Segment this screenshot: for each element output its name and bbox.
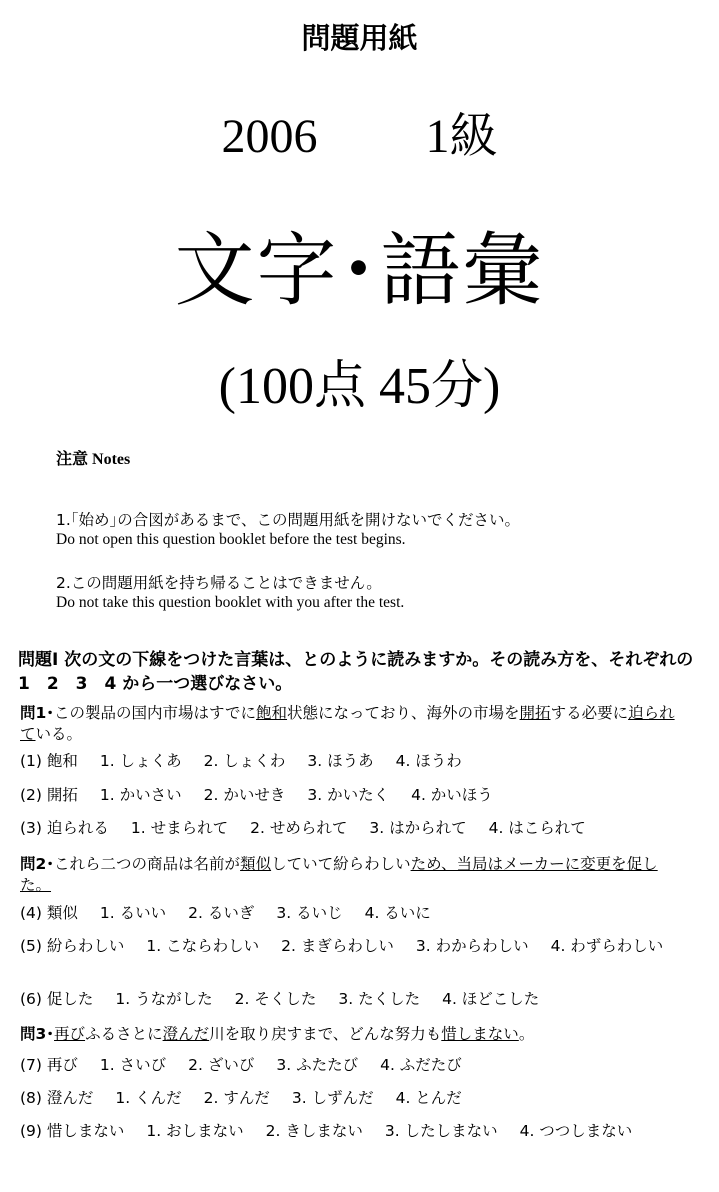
item-number: (7) xyxy=(20,1056,42,1074)
item-word: 再び xyxy=(46,1056,78,1074)
choice-1: 1. おしまない xyxy=(146,1122,244,1140)
item-word: 澄んだ xyxy=(46,1089,94,1107)
choice-4: 4. ほうわ xyxy=(395,752,462,770)
choice-3: 3. かいたく xyxy=(307,786,390,804)
item-word: 促した xyxy=(46,990,94,1008)
notes-heading-en: Notes xyxy=(92,451,131,468)
item-number: (6) xyxy=(20,990,42,1008)
choice-4: 4. とんだ xyxy=(395,1089,462,1107)
score-and-time: (100点 45分) xyxy=(218,358,501,415)
choice-1: 1. かいさい xyxy=(99,786,182,804)
question-item xyxy=(20,903,688,924)
choice-4: 4. わずらわしい xyxy=(550,937,664,955)
notes-heading-jp: 注意 xyxy=(56,449,89,468)
underlined-word: 迫られて xyxy=(20,704,675,743)
choice-2: 2. そくした xyxy=(234,990,317,1008)
note-jp: 2.この問題用紙を持ち帰ることはできません。 xyxy=(56,574,382,592)
question-item xyxy=(20,1121,688,1142)
underlined-word: 飽和 xyxy=(256,704,288,722)
choice-2: 2. ざいび xyxy=(188,1056,255,1074)
exam-subject: 文字･語彙 xyxy=(174,224,545,317)
exam-year: 2006 xyxy=(221,110,318,163)
mondai-sentence xyxy=(20,703,680,745)
sentence-part: していて紛らわしい xyxy=(271,855,411,873)
underlined-word: 開拓 xyxy=(519,704,551,722)
item-number: (9) xyxy=(20,1122,42,1140)
choice-3: 3. したしまない xyxy=(384,1122,498,1140)
mondai-sentence xyxy=(20,1024,680,1045)
underlined-word: 惜しまない xyxy=(441,1025,519,1043)
choice-3: 3. るいじ xyxy=(276,904,343,922)
choice-2: 2. まぎらわしい xyxy=(281,937,394,955)
choice-2: 2. しょくわ xyxy=(203,752,286,770)
item-word: 迫られる xyxy=(46,819,109,837)
underlined-word: 再び xyxy=(54,1025,86,1043)
item-number: (5) xyxy=(20,937,42,955)
question-item xyxy=(20,1055,688,1076)
mondai-sentence xyxy=(20,854,680,896)
question-item xyxy=(20,936,688,957)
choice-4: 4. ほどこした xyxy=(442,990,540,1008)
choice-1: 1. せまられて xyxy=(130,819,229,837)
item-number: (3) xyxy=(20,819,42,837)
sentence-part: 状態になっており、海外の市場を xyxy=(287,704,520,722)
item-word: 紛らわしい xyxy=(46,937,125,955)
choice-3: 3. しずんだ xyxy=(291,1089,374,1107)
underlined-word: 澄んだ xyxy=(162,1025,210,1043)
item-word: 飽和 xyxy=(46,752,78,770)
item-word: 惜しまない xyxy=(46,1122,125,1140)
choice-3: 3. たくした xyxy=(338,990,421,1008)
choice-4: 4. つつしまない xyxy=(519,1122,633,1140)
underlined-word: ため、当局はメーカーに変更を促した。 xyxy=(20,855,658,894)
choice-2: 2. きしまない xyxy=(265,1122,363,1140)
choice-3: 3. わからわしい xyxy=(415,937,529,955)
item-number: (1) xyxy=(20,752,42,770)
choice-1: 1. うながした xyxy=(115,990,213,1008)
choice-4: 4. ふだたび xyxy=(380,1056,462,1074)
choice-4: 4. るいに xyxy=(364,904,431,922)
choice-1: 1. るいい xyxy=(99,904,167,922)
item-number: (8) xyxy=(20,1089,42,1107)
question-item xyxy=(20,1088,688,1109)
choice-1: 1. しょくあ xyxy=(99,752,182,770)
choice-2: 2. すんだ xyxy=(203,1089,270,1107)
choice-1: 1. くんだ xyxy=(115,1089,182,1107)
choice-2: 2. るいぎ xyxy=(188,904,255,922)
underlined-word: 類似 xyxy=(240,855,272,873)
note-jp: 1.｢始め｣の合図があるまで、この問題用紙を開けないでください。 xyxy=(56,511,520,529)
sentence-part: これら二つの商品は名前が xyxy=(54,855,241,873)
exam-level: 1級 xyxy=(425,110,498,163)
section-instruction: 問題Ⅰ 次の文の下線をつけた言葉は、とのように読みますか。その読み方を、それぞれの1 2 3 4 から一つ選びなさい。 xyxy=(18,650,694,694)
choice-2: 2. せめられて xyxy=(250,819,348,837)
choice-2: 2. かいせき xyxy=(203,786,286,804)
question-item xyxy=(20,989,688,1010)
mondai-tag: 問1･ xyxy=(20,704,55,722)
note-item xyxy=(56,573,404,613)
question-item xyxy=(20,751,688,772)
choice-3: 3. ふたたび xyxy=(276,1056,359,1074)
sentence-part: いる。 xyxy=(35,725,83,743)
note-en: Do not take this question booklet with you after the test. xyxy=(56,594,405,611)
page-title: 問題用紙 xyxy=(301,21,418,55)
mondai-tag: 問3･ xyxy=(20,1025,55,1043)
choice-4: 4. かいほう xyxy=(411,786,493,804)
sentence-part: この製品の国内市場はすでに xyxy=(54,704,257,722)
sentence-part: 川を取り戻すまで、どんな努力も xyxy=(209,1025,442,1043)
item-word: 類似 xyxy=(46,904,78,922)
note-item xyxy=(56,510,520,550)
choice-1: 1. こならわしい xyxy=(146,937,260,955)
year-level-line xyxy=(0,97,719,166)
item-word: 開拓 xyxy=(46,786,78,804)
mondai-tag: 問2･ xyxy=(20,855,55,873)
choice-1: 1. さいび xyxy=(99,1056,167,1074)
sentence-part: する必要に xyxy=(550,704,629,722)
choice-3: 3. はかられて xyxy=(369,819,467,837)
choice-4: 4. はこられて xyxy=(488,819,586,837)
note-en: Do not open this question booklet before the test begins. xyxy=(56,531,406,548)
item-number: (2) xyxy=(20,786,42,804)
sentence-part: ふるさとに xyxy=(85,1025,163,1043)
notes-heading xyxy=(56,446,130,469)
choice-3: 3. ほうあ xyxy=(307,752,374,770)
item-number: (4) xyxy=(20,904,42,922)
sentence-part: 。 xyxy=(518,1025,535,1043)
question-item xyxy=(20,818,688,839)
question-item xyxy=(20,785,688,806)
